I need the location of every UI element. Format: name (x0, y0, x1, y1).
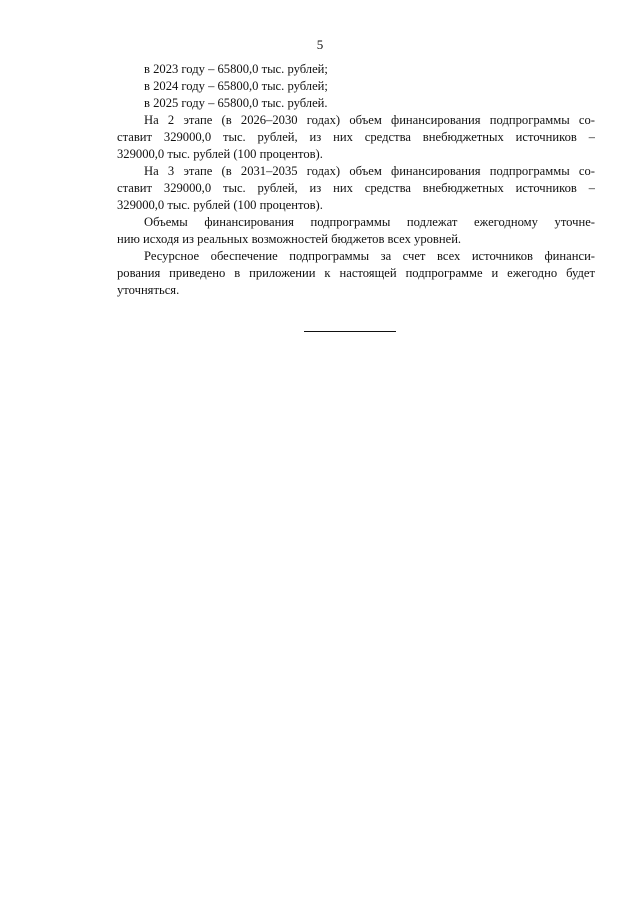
stage-2-paragraph (117, 112, 595, 163)
end-separator-line (304, 331, 396, 332)
paragraph-line: 329000,0 тыс. рублей (100 процентов). (117, 198, 323, 212)
funding-line-2023: в 2023 году – 65800,0 тыс. рублей; (144, 62, 328, 76)
paragraph-line: Объемы финансирования подпрограммы подлежат ежегодному уточне- (144, 215, 595, 229)
stage-3-paragraph (117, 163, 595, 214)
paragraph-line: 329000,0 тыс. рублей (100 процентов). (117, 147, 323, 161)
paragraph-line: ставит 329000,0 тыс. рублей, из них средства внебюджетных источников – (117, 181, 595, 195)
document-body (117, 61, 595, 299)
paragraph-line: На 2 этапе (в 2026–2030 годах) объем финансирования подпрограммы со- (144, 113, 595, 127)
page-number: 5 (316, 37, 324, 52)
paragraph-line: На 3 этапе (в 2031–2035 годах) объем финансирования подпрограммы со- (144, 164, 595, 178)
paragraph-line: Ресурсное обеспечение подпрограммы за счет всех источников финанси- (144, 249, 595, 263)
resource-provision-paragraph (117, 248, 595, 299)
paragraph-line: рования приведено в приложении к настоящей подпрограмме и ежегодно будет (117, 266, 595, 280)
paragraph-line: уточняться. (117, 283, 180, 297)
paragraph-line: нию исходя из реальных возможностей бюджетов всех уровней. (117, 232, 462, 246)
paragraph-line: ставит 329000,0 тыс. рублей, из них средства внебюджетных источников – (117, 130, 595, 144)
funding-line-2024: в 2024 году – 65800,0 тыс. рублей; (144, 79, 328, 93)
financing-volumes-paragraph (117, 214, 595, 248)
funding-line-2025: в 2025 году – 65800,0 тыс. рублей. (144, 96, 328, 110)
